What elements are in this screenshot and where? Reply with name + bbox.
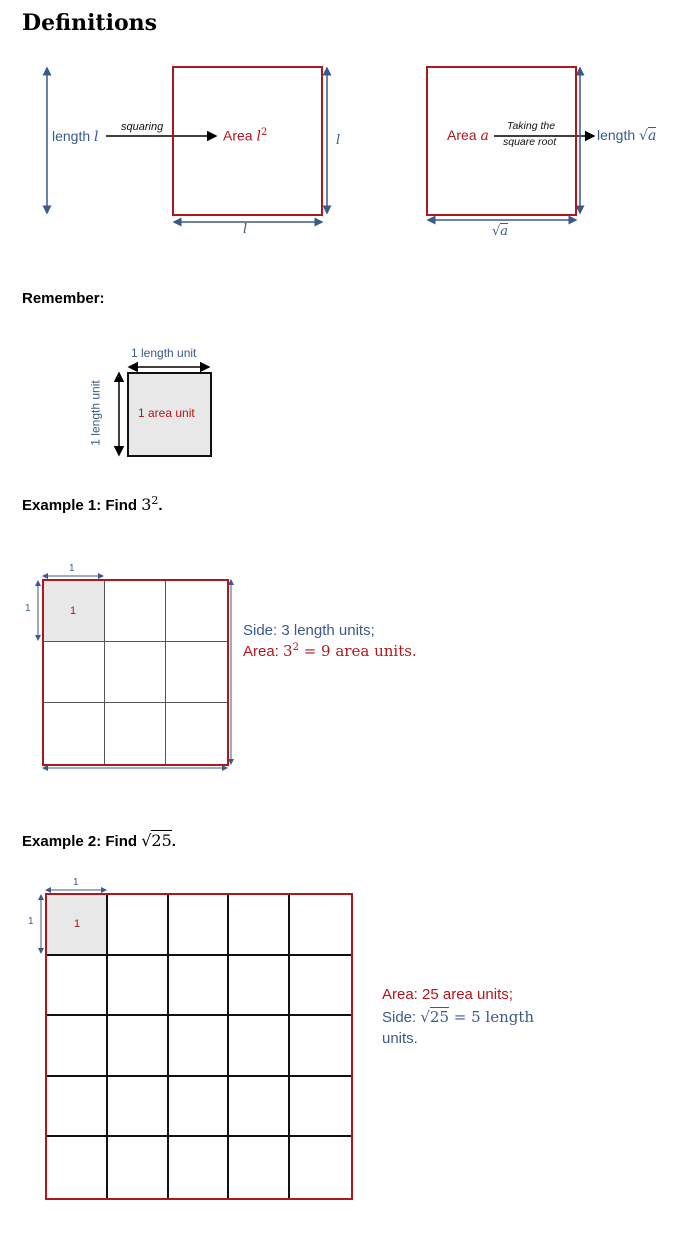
grid-cell	[290, 1077, 351, 1138]
grid-cell	[166, 642, 227, 703]
length-sqrt-a-label: length √a	[597, 127, 657, 144]
grid-cell	[166, 581, 227, 642]
grid-cell	[108, 895, 169, 956]
grid-cell	[44, 642, 105, 703]
remember-heading: Remember:	[22, 290, 105, 307]
grid-cell	[229, 1016, 290, 1077]
ex2-area-text: Area: 25 area units;	[382, 986, 513, 1003]
ex2-units-text: units.	[382, 1030, 418, 1047]
ex1-side-text: Side: 3 length units;	[243, 622, 375, 639]
unit-top-label: 1 length unit	[131, 346, 197, 360]
example1-grid	[42, 579, 229, 766]
grid-cell	[105, 642, 166, 703]
ex2-side-text: Side: √25 = 5 length	[382, 1008, 535, 1026]
grid-cell	[47, 1137, 108, 1198]
grid-cell	[47, 895, 108, 956]
area-l2-label: Area $l^2$	[223, 127, 268, 145]
ex1-top-unit-label: 1	[69, 563, 75, 574]
sqrt-label-line1: Taking the	[507, 120, 556, 132]
grid-cell	[44, 703, 105, 764]
grid-cell	[105, 581, 166, 642]
example2-grid	[45, 893, 353, 1200]
grid-cell	[47, 1077, 108, 1138]
square1-right-label: l	[336, 133, 341, 148]
grid-cell	[229, 895, 290, 956]
grid-cell	[166, 703, 227, 764]
grid-cell	[169, 956, 230, 1017]
length-l-label: length l	[52, 128, 99, 145]
grid-cell	[108, 1016, 169, 1077]
grid-cell	[290, 895, 351, 956]
grid-cell	[169, 1016, 230, 1077]
example1-heading: Example 1: Find $3^2$.	[22, 494, 163, 514]
unit-square-label: 1 area unit	[138, 406, 195, 420]
cell-unit-label: 1	[70, 605, 77, 617]
page-title: Definitions	[22, 10, 157, 36]
ex1-left-unit-label: 1	[25, 603, 31, 614]
grid-cell	[44, 581, 105, 642]
ex1-area-text: Area: $3^2 = 9$ area units.	[243, 642, 417, 660]
grid-cell	[108, 956, 169, 1017]
grid-cell	[169, 1137, 230, 1198]
grid-cell	[169, 895, 230, 956]
unit-side-label: 1 length unit	[88, 380, 103, 446]
grid-cell	[47, 956, 108, 1017]
grid-cell	[229, 1077, 290, 1138]
ex2-top-unit-label: 1	[73, 877, 79, 888]
grid-cell	[290, 1016, 351, 1077]
example2-heading: Example 2: Find √25.	[22, 831, 176, 850]
ex2-left-unit-label: 1	[28, 916, 34, 927]
grid-cell	[229, 956, 290, 1017]
grid-cell	[47, 1016, 108, 1077]
grid-cell	[105, 703, 166, 764]
grid-cell	[108, 1137, 169, 1198]
squaring-label: squaring	[121, 121, 164, 133]
square1-bottom-label: l	[243, 222, 248, 237]
grid-cell	[290, 956, 351, 1017]
grid-cell	[290, 1137, 351, 1198]
sqrt-label-line2: square root	[503, 136, 557, 148]
square2-bottom-label: √a	[492, 224, 509, 239]
area-a-label: Area a	[447, 127, 489, 144]
grid-cell	[169, 1077, 230, 1138]
grid-cell	[108, 1077, 169, 1138]
cell-unit-label: 1	[74, 918, 81, 930]
grid-cell	[229, 1137, 290, 1198]
